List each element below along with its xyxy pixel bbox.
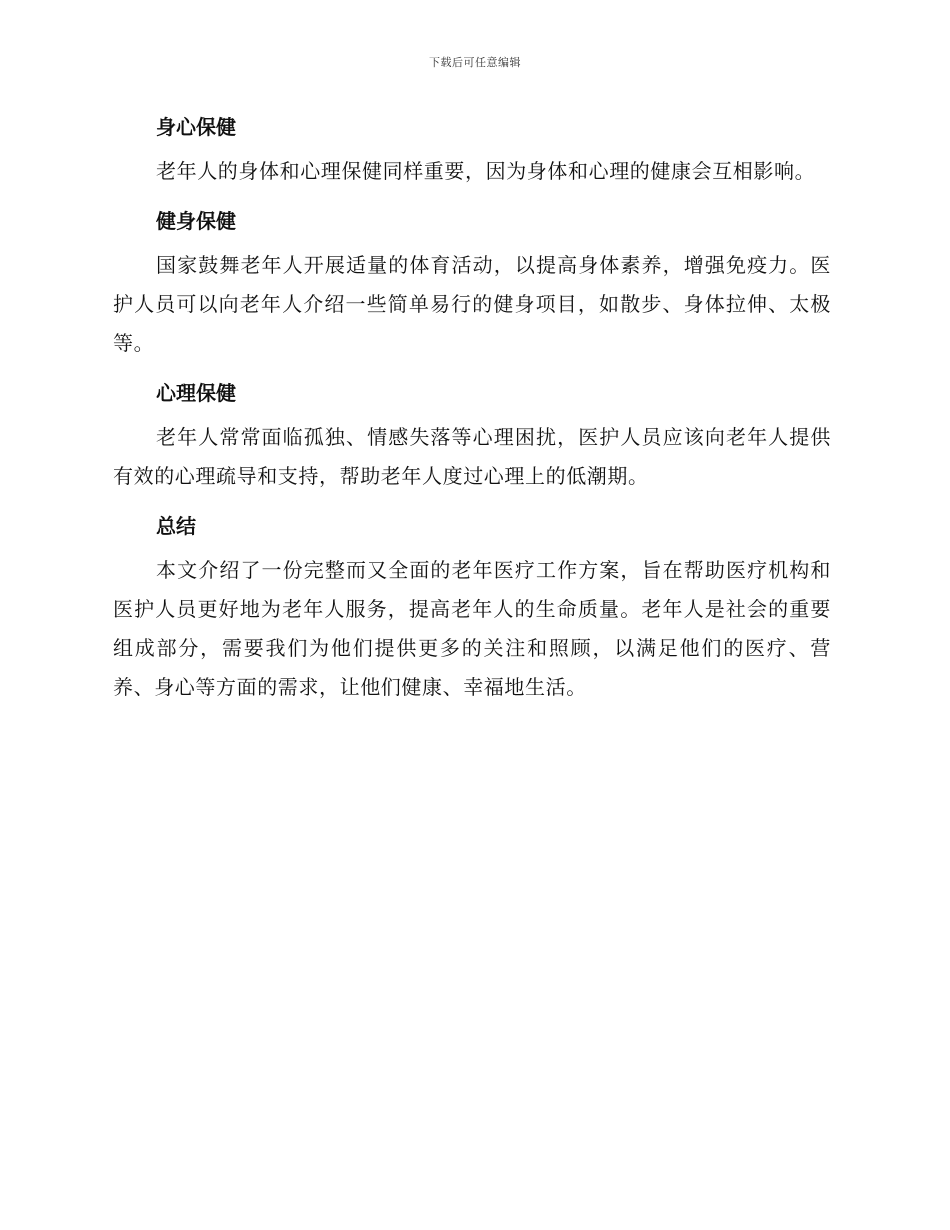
section-fitness-health: [113, 206, 831, 363]
section-paragraph: 国家鼓舞老年人开展适量的体育活动，以提高身体素养，增强免疫力。医护人员可以向老年人介绍一些简单易行的健身项目，如散步、身体拉伸、太极等。: [113, 253, 831, 355]
document-content: [113, 112, 831, 722]
section-paragraph: 本文介绍了一份完整而又全面的老年医疗工作方案，旨在帮助医疗机构和医护人员更好地为老年人服务，提高老年人的生命质量。老年人是社会的重要组成部分，需要我们为他们提供更多的关注和照顾，以满足他们的医疗、营养、身心等方面的需求，让他们健康、幸福地生活。: [113, 558, 831, 699]
header-note: 下载后可任意编辑: [429, 56, 521, 69]
section-summary: [113, 511, 831, 707]
section-heading: 健身保健: [156, 209, 236, 233]
section-physical-mental-health: [113, 112, 831, 191]
section-paragraph: 老年人常常面临孤独、情感失落等心理困扰，医护人员应该向老年人提供有效的心理疏导和支持，帮助老年人度过心理上的低潮期。: [113, 425, 831, 488]
section-paragraph: 老年人的身体和心理保健同样重要，因为身体和心理的健康会互相影响。: [156, 159, 816, 183]
section-mental-health: [113, 378, 831, 496]
section-heading: 总结: [156, 514, 196, 538]
section-heading: 心理保健: [156, 381, 236, 405]
section-heading: 身心保健: [156, 115, 236, 139]
